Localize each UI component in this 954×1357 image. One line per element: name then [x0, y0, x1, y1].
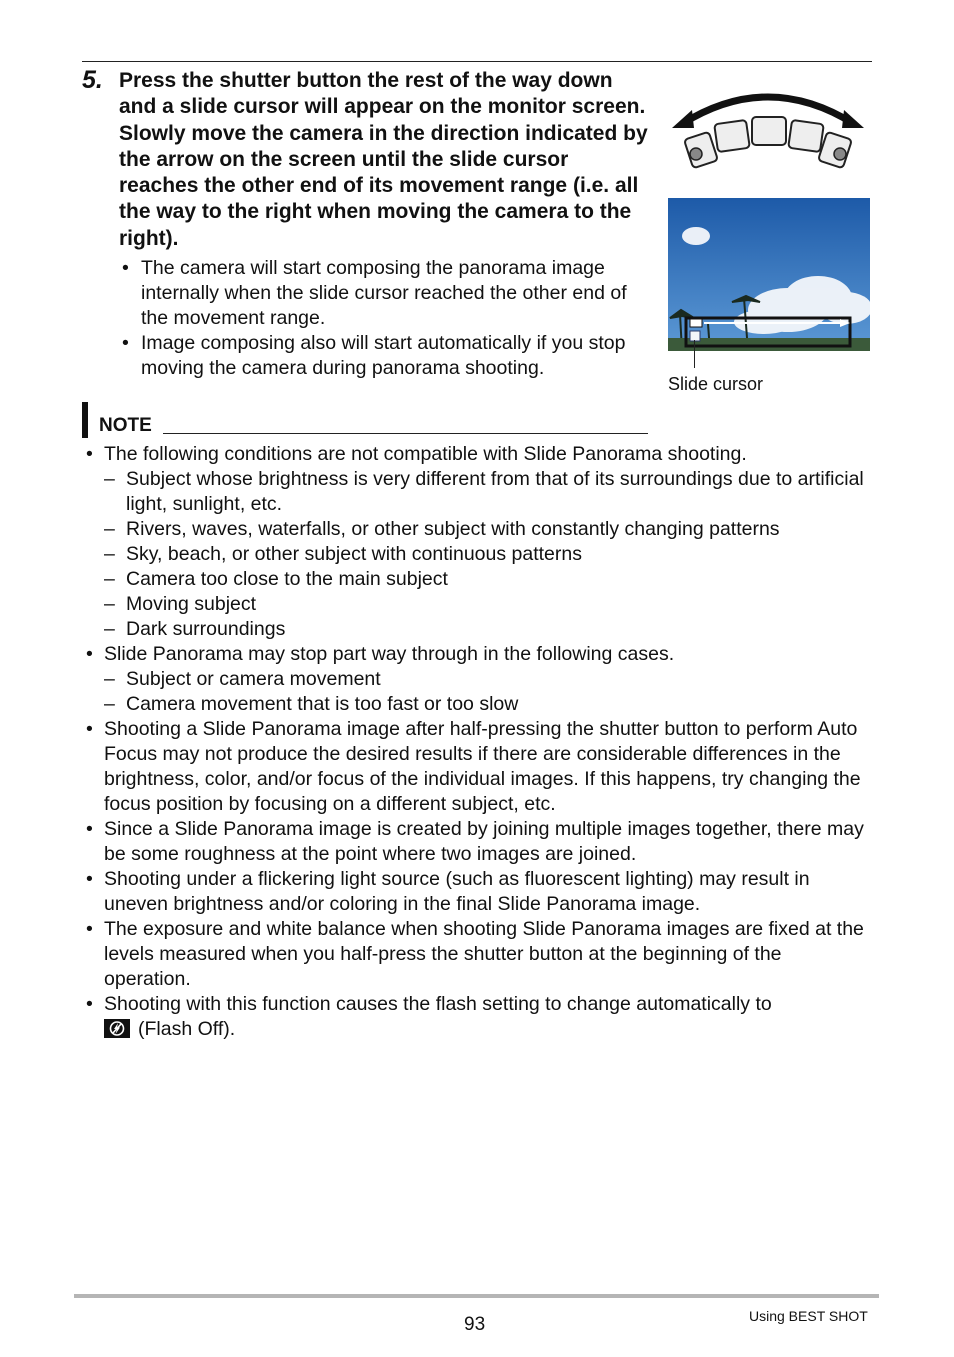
note-subitem: – Camera movement that is too fast or too slow: [104, 692, 872, 717]
step-bullet: • Image composing also will start automatically if you stop moving the camera during panorama shooting.: [119, 331, 649, 381]
slide-cursor: [690, 331, 700, 341]
note-item: • The exposure and white balance when shooting Slide Panorama images are fixed at the levels measured when you half-press the shutter button at the beginning of the operation.: [82, 917, 872, 992]
footer-rule: [74, 1294, 879, 1298]
section-name: Using BEST SHOT: [749, 1308, 868, 1324]
step-bullet: • The camera will start composing the panorama image internally when the slide cursor reached the other end of the movement range.: [119, 256, 649, 331]
monitor-screen-photo: [668, 198, 870, 351]
note-subitem: – Camera too close to the main subject: [104, 567, 872, 592]
note-subitem: – Moving subject: [104, 592, 872, 617]
step-number: 5.: [82, 66, 103, 94]
note-subitem: – Subject or camera movement: [104, 667, 872, 692]
note-item: • The following conditions are not compatible with Slide Panorama shooting. – Subject whose brightness is very different from that of its surroundings due to artificial light, sunlight, etc. – Rivers, waves, waterfalls, or other subject with constantly changing patterns – Sky, beach, or other subject with continuous patterns – Camera too close to the main subject – Moving subject – Dark surroundings: [82, 442, 872, 642]
note-marker: [82, 402, 88, 438]
note-sublist: [104, 467, 872, 642]
top-rule: [82, 61, 872, 62]
camera-panning-illustration: [668, 80, 868, 175]
step-instruction: Press the shutter button the rest of the way down and a slide cursor will appear on the monitor screen. Slowly move the camera in the direction indicated by the arrow on the screen until the slide cursor reaches the other end of its movement range (i.e. all the way to the right when moving the camera to the right).: [119, 69, 648, 250]
note-subitem: – Subject whose brightness is very different from that of its surroundings due to artificial light, sunlight, etc.: [104, 467, 872, 517]
page-number: 93: [464, 1314, 486, 1335]
note-rule: [163, 433, 648, 434]
note-item: • Slide Panorama may stop part way through in the following cases. – Subject or camera movement – Camera movement that is too fast or too slow: [82, 642, 872, 717]
note-item: • Shooting under a flickering light source (such as fluorescent lighting) may result in uneven brightness and/or coloring in the final Slide Panorama image.: [82, 867, 872, 917]
step-bullet-list: [119, 256, 649, 381]
note-sublist: [104, 667, 872, 717]
note-subitem: – Dark surroundings: [104, 617, 872, 642]
note-list: [82, 442, 872, 1042]
note-subitem: – Sky, beach, or other subject with continuous patterns: [104, 542, 872, 567]
caption-leader-line: [694, 340, 695, 368]
flash-off-icon: [104, 1019, 130, 1038]
note-label: NOTE: [99, 415, 152, 436]
note-item: • Shooting a Slide Panorama image after half-pressing the shutter button to perform Auto Focus may not produce the desired results if there are considerable differences in the brightness, color, and/or focus of the individual images. If this happens, try changing the focus position by focusing on a different subject, etc.: [82, 717, 872, 817]
note-item: • Since a Slide Panorama image is created by joining multiple images together, there may be some roughness at the point where two images are joined.: [82, 817, 872, 867]
note-subitem: – Rivers, waves, waterfalls, or other subject with constantly changing patterns: [104, 517, 872, 542]
figure-caption: Slide cursor: [668, 374, 764, 394]
note-item: • Shooting with this function causes the flash setting to change automatically to (Flash Off).: [82, 992, 872, 1042]
